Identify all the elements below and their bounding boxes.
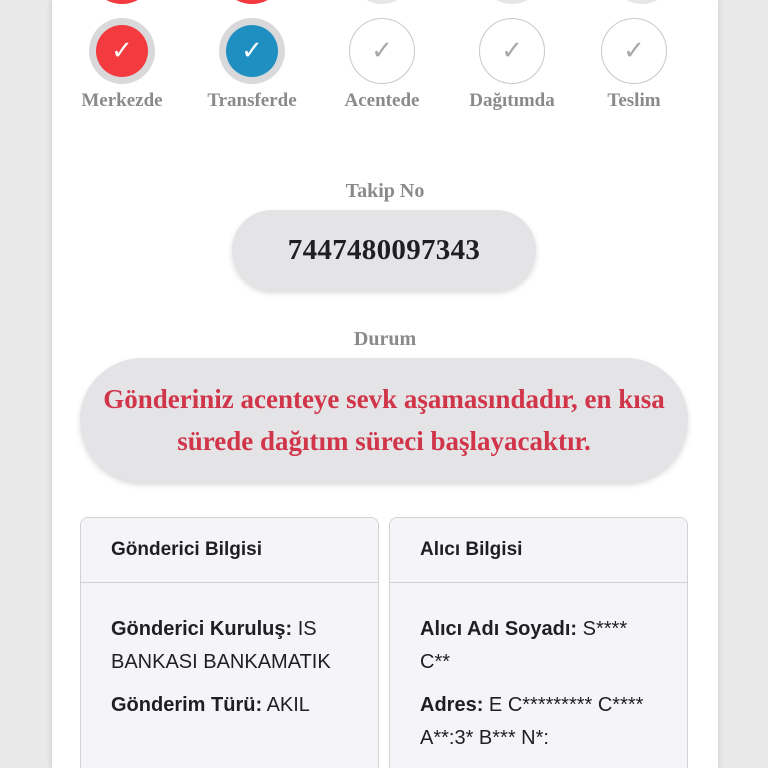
step-label: Dağıtımda [469, 90, 555, 111]
tracking-label: Takip No [345, 180, 425, 202]
previous-section-partial [52, 0, 718, 6]
step-merkezde [57, 18, 187, 112]
tracking-card [52, 0, 718, 768]
step-ring [479, 18, 545, 84]
step-ring [601, 18, 667, 84]
check-icon: ✓ [371, 36, 393, 66]
step-label: Merkezde [81, 90, 163, 111]
sender-institution-row [111, 613, 348, 679]
partial-shape [219, 0, 285, 4]
step-ring [349, 18, 415, 84]
step-ring [219, 18, 285, 84]
receiver-name-row [420, 613, 657, 679]
progress-steps [52, 18, 718, 118]
step-dagitimda [447, 18, 577, 112]
check-icon: ✓ [96, 25, 148, 77]
receiver-address-value: E C********* C**** A**:3* B*** N*: [420, 694, 644, 749]
sender-institution-label: Gönderici Kuruluş: [111, 618, 293, 640]
step-label: Transferde [207, 90, 297, 111]
partial-shape [89, 0, 155, 4]
sender-type-label: Gönderim Türü: [111, 694, 263, 716]
step-ring [89, 18, 155, 84]
sender-type-row [111, 689, 348, 722]
partial-shape [479, 0, 545, 4]
step-label: Teslim [607, 90, 661, 111]
check-icon: ✓ [226, 25, 278, 77]
receiver-info-body [390, 583, 687, 755]
receiver-address-row [420, 689, 657, 755]
check-icon: ✓ [623, 36, 645, 66]
status-label: Durum [353, 328, 417, 350]
receiver-address-label: Adres: [420, 694, 484, 716]
step-teslim [569, 18, 699, 112]
sender-info-body [81, 583, 378, 722]
step-label: Acentede [344, 90, 420, 111]
step-acentede [317, 18, 447, 112]
partial-shape [609, 0, 675, 4]
sender-info-title: Gönderici Bilgisi [81, 518, 378, 583]
receiver-name-label: Alıcı Adı Soyadı: [420, 618, 578, 640]
sender-institution-value: IS BANKASI BANKAMATIK [111, 618, 331, 673]
sender-type-value: AKIL [266, 694, 310, 716]
partial-shape [349, 0, 415, 4]
receiver-name-value: S**** C** [420, 618, 628, 673]
tracking-number: 7447480097343 [232, 210, 536, 290]
check-icon: ✓ [501, 36, 523, 66]
receiver-info-title: Alıcı Bilgisi [390, 518, 687, 583]
status-message: Gönderiniz acenteye sevk aşamasındadır, en kısa sürede dağıtım süreci başlayacaktır. [80, 358, 688, 482]
step-transferde [187, 18, 317, 112]
sender-info-box [80, 517, 379, 768]
receiver-info-box [389, 517, 688, 768]
